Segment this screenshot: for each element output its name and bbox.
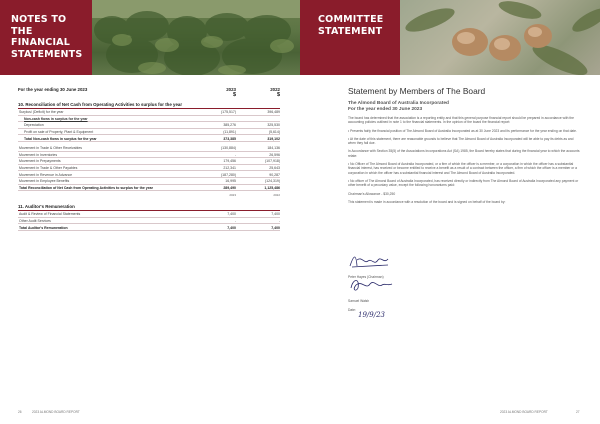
note-11-table (18, 211, 280, 231)
row-label: Movement in Trade & Other Receivables (19, 146, 83, 151)
table-row (18, 211, 280, 218)
table-row (18, 171, 280, 178)
right-page-number: 27 (576, 410, 580, 414)
table-header (18, 86, 280, 100)
row-label: Total Non-cash flows in surplus for the year (24, 136, 97, 141)
row-value-2022: 396,489 (267, 110, 280, 115)
statement-paragraph: In Accordance with Section 35(5) of the Associations Incorporations Act (SA) 1985, the Board hereby states that during the financial year to which the accounts relate: (348, 149, 580, 158)
organisation-name: The Almond Board of Australia Incorporated (348, 101, 449, 106)
left-banner-band (0, 0, 92, 75)
row-value-2022: 319,102 (267, 136, 280, 141)
right-banner-line-2: STATEMENT (318, 25, 383, 37)
table-row (18, 109, 280, 116)
table-row (18, 218, 280, 225)
signer-1-name: Peter Hayes (Chairman) (348, 275, 384, 279)
row-value-2022: 7,400 (271, 212, 280, 217)
left-banner-line-3: STATEMENTS (11, 48, 83, 60)
footer-year-2022: 2022 (273, 193, 280, 198)
row-value-2022: 25,643 (269, 166, 280, 171)
note-10-table (18, 109, 280, 191)
row-value-2022: (5,614) (268, 130, 280, 135)
signature-2 (348, 276, 394, 303)
table-row (18, 165, 280, 172)
statement-paragraph: • No Officer of The Almond Board of Australia Incorporated, or a firm of which the officer is a member, or a corporation in which the officer has a substantial financial interest, has received or become entitled to receive a benefit as a result of a contract between the officer, a firm of which the officer is a member or a corporation in which the officer has a substantial financial interest and The Almond Board of Australia Incorporated. (348, 162, 577, 175)
date-label: Date: (348, 308, 356, 312)
row-value-2023: 179,456 (223, 159, 236, 164)
statement-paragraphs (348, 116, 580, 204)
period-header: For the year ending 30 June 2023 (18, 87, 88, 92)
row-label: Non-cash flows in surplus for the year (24, 116, 88, 121)
row-value-2023: 16,995 (225, 179, 236, 184)
row-value-2023: 373,385 (223, 136, 236, 141)
right-banner-title (318, 14, 396, 37)
second-signature (348, 276, 394, 294)
signature-1 (348, 252, 394, 279)
note-10-year-footer (18, 191, 280, 198)
row-label: Audit & Review of Financial Statements (19, 212, 81, 217)
row-value-2023: - (234, 152, 236, 157)
row-label: Surplus/ (Deficit) for the year (19, 110, 64, 115)
row-value-2023: 7,400 (227, 225, 236, 230)
row-value-2022: (124,319) (265, 179, 280, 184)
row-label: Depreciation (24, 123, 44, 128)
statement-paragraph: • No officer of The Almond Board of Australia Incorporated, has received directly or indirectly from The Almond Board of Australia Incorporated any payment or other benefit of a pecuniary value, except the following honorariums paid: (348, 178, 579, 188)
table-row (18, 116, 280, 123)
row-value-2023: 7,400 (227, 212, 236, 217)
almond-photo (400, 0, 600, 75)
left-banner-title (11, 14, 89, 60)
date-block (348, 308, 385, 319)
orchard-photo (92, 0, 300, 75)
row-label: Profit on sale of Property, Plant & Equipment (24, 130, 94, 135)
row-value-2023: 212,341 (223, 166, 236, 171)
table-row (18, 158, 280, 165)
right-banner-band (300, 0, 400, 75)
row-label: Movement in Revenue in Advance (19, 172, 73, 177)
left-footer-report: 2023 ALMOND BOARD REPORT (32, 410, 80, 414)
row-value-2022: 325,530 (267, 123, 280, 128)
note-10-title: 10. Reconciliation of Net Cash from Operating Activities to surplus for the year (18, 102, 280, 109)
row-label: Movement in Trade & Other Payables (19, 166, 78, 171)
row-value-2023: (187,280) (221, 172, 236, 177)
row-value-2023: (130,884) (221, 146, 236, 151)
date-value: 19/9/23 (358, 311, 385, 319)
table-row (18, 135, 280, 142)
row-label: Total Reconciliation of Net Cash from Operating Activities to surplus for the year (19, 185, 153, 190)
row-value-2023: 289,490 (223, 185, 236, 190)
row-value-2023: - (234, 219, 236, 224)
note-11-title: 11. Auditor's Remuneration (18, 204, 280, 211)
table-row (18, 129, 280, 136)
table-row (18, 178, 280, 185)
table-row (18, 224, 280, 231)
table-row (18, 152, 280, 159)
statement-paragraph: The board has determined that the association is a reporting entity and that this general purpose financial report should be prepared in accordance with the accounting policies outlined in note 1 to the financial statements. In the opinion of the board the financial report: (348, 116, 574, 125)
row-label: Movement in Prepayments (19, 159, 61, 164)
row-label: Total Auditor's Remuneration (19, 225, 68, 230)
left-page (18, 86, 280, 231)
left-banner-line-1: NOTES TO THE (11, 14, 67, 37)
row-value-2023: (11,891) (223, 130, 236, 135)
statement-paragraph: Chairman's Allowance - $30,250 (348, 191, 396, 196)
signer-2-name: Samuel Walsh (348, 299, 370, 303)
statement-paragraph: This statement is made in accordance with a resolution of the board and is signed on behalf of the board by: (348, 199, 506, 204)
table-row (18, 122, 280, 129)
left-page-number: 26 (18, 410, 22, 414)
year-2022-header: 2022 (270, 87, 280, 92)
statement-period: For the year ended 30 June 2023 (348, 107, 423, 112)
currency-2023: $ (232, 92, 236, 98)
right-footer-report: 2023 ALMOND BOARD REPORT (500, 410, 548, 414)
currency-2022: $ (276, 92, 280, 98)
row-value-2022: - (278, 219, 280, 224)
row-value-2022: 184,136 (267, 146, 280, 151)
statement-paragraph: • At the date of this statement, there are reasonable grounds to believe that The Almond Board of Australia Incorporated will be able to pay its debts as and when they fall due. (348, 136, 574, 146)
row-label: Other Audit Services (19, 219, 51, 224)
row-value-2023: 385,276 (223, 123, 236, 128)
right-banner-line-1: COMMITTEE (318, 14, 384, 25)
row-label: Movement in Inventories (19, 152, 58, 157)
row-value-2022: 1,125,486 (264, 185, 280, 190)
row-value-2022: 26,596 (269, 152, 280, 157)
row-value-2022: (107,918) (265, 159, 280, 164)
table-row (18, 185, 280, 192)
left-banner-line-2: FINANCIAL (11, 37, 70, 48)
statement-paragraph: • Presents fairly the financial position of The Almond Board of Australia Incorporated as at 30 June 2023 and its performance for the year ending on that date. (348, 128, 577, 133)
row-label: Movement in Employee Benefits (19, 179, 70, 184)
table-row (18, 145, 280, 152)
row-value-2022: 90,287 (269, 172, 280, 177)
chairman-signature (348, 252, 394, 270)
year-2023-header: 2023 (226, 87, 236, 92)
footer-year-2023: 2023 (229, 193, 236, 198)
row-value-2023: (175,517) (221, 110, 236, 115)
statement-title: Statement by Members of The Board (348, 86, 486, 96)
right-page (348, 86, 580, 204)
row-value-2022: 7,400 (271, 225, 280, 230)
